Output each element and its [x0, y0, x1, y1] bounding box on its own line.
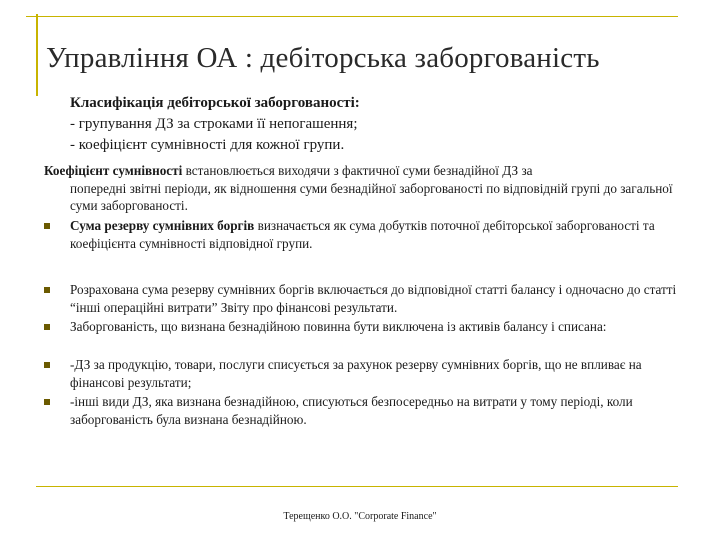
coefficient-term: Коефіцієнт сумнівності — [44, 163, 183, 178]
square-bullet-icon — [44, 287, 50, 293]
coefficient-continuation: попередні звітні періоди, як відношення суми безнадійної заборгованості по відповідній групі до загальної суми заборгованості. — [70, 180, 673, 213]
bullet-text: -інші види ДЗ, яка визнана безнадійною, списуються безпосередньо на витрати у тому періоді, коли заборгованість була визнана безнадійною. — [70, 394, 633, 427]
bullet-text: -ДЗ за продукцію, товари, послуги списується за рахунок резерву сумнівних боргів, що не впливає на фінансові результати; — [70, 357, 642, 390]
classification-heading: Класифікація дебіторської заборгованості: — [70, 95, 360, 111]
square-bullet-icon — [44, 324, 50, 330]
bullet-item — [44, 318, 680, 336]
classification-item: - групування ДЗ за строками її непогашення; — [70, 116, 358, 132]
square-bullet-icon — [44, 399, 50, 405]
coefficient-first-line — [44, 162, 680, 180]
square-bullet-icon — [44, 362, 50, 368]
bullet-item — [44, 281, 680, 316]
classification-block — [70, 93, 360, 156]
bullet-bold: Сума резерву сумнівних боргів — [70, 218, 255, 233]
accent-bottom-line — [36, 486, 678, 487]
slide-title: Управління ОА : дебіторська заборгованість — [46, 42, 600, 74]
accent-vertical-line — [36, 14, 38, 96]
bullet-item — [44, 217, 680, 252]
coefficient-paragraph — [44, 162, 680, 215]
bullet-text — [70, 217, 680, 252]
bullet-item — [44, 356, 680, 391]
classification-item: - коефіцієнт сумнівності для кожної групи. — [70, 137, 345, 153]
slide-footer: Терещенко О.О. "Corporate Finance" — [283, 511, 437, 522]
bullet-body: визначається як сума добутків поточної дебіторської заборгованості та коефіцієнта сумнівності відповідної групи. — [70, 218, 655, 251]
square-bullet-icon — [44, 223, 50, 229]
coefficient-line1: встановлюється виходячи з фактичної суми безнадійної ДЗ за — [182, 163, 533, 178]
bullet-text: Розрахована сума резерву сумнівних боргів включається до відповідної статті балансу і одночасно до статті “інші операційні витрати” Звіту про фінансові результати. — [70, 282, 677, 315]
accent-top-line — [26, 16, 678, 17]
bullet-text: Заборгованість, що визнана безнадійною повинна бути виключена із активів балансу і списана: — [70, 319, 607, 334]
bullet-item — [44, 393, 680, 428]
